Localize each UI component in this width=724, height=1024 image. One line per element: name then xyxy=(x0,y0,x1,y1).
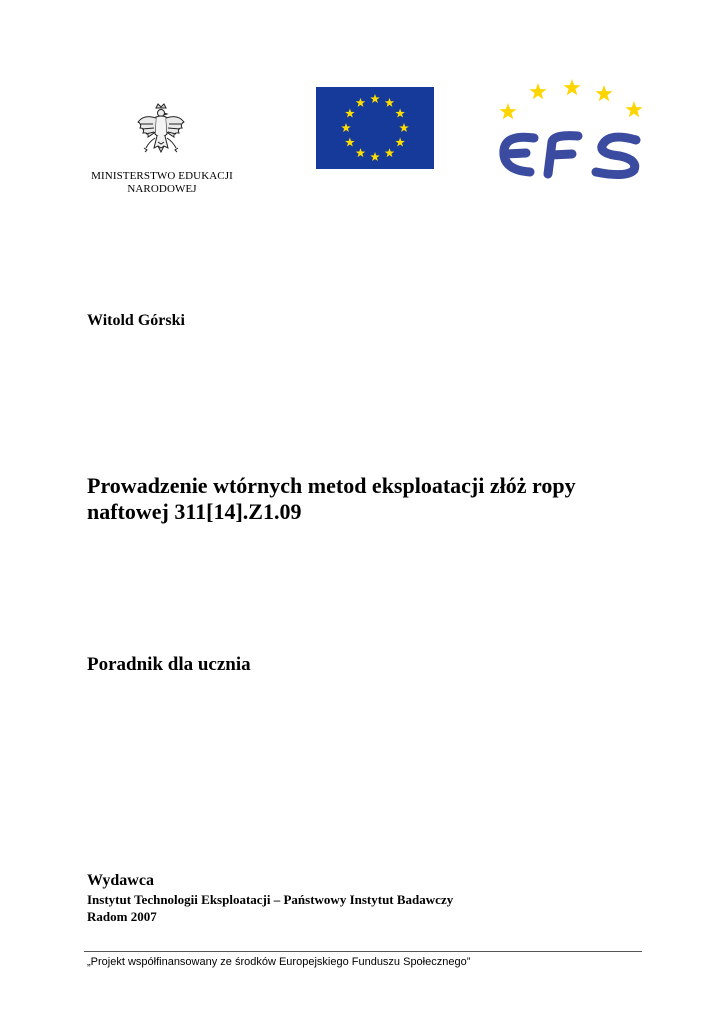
footer-funding-note: „Projekt współfinansowany ze środków Europejskiego Funduszu Społecznego” xyxy=(87,956,471,968)
ministry-line-1: MINISTERSTWO EDUKACJI xyxy=(91,170,233,182)
efs-star-icon xyxy=(625,101,642,117)
efs-star-icon xyxy=(529,83,546,99)
publisher-name: Instytut Technologii Eksploatacji – Państwowy Instytut Badawczy xyxy=(87,892,454,907)
publisher-heading: Wydawca xyxy=(87,872,154,889)
document-subtitle: Poradnik dla ucznia xyxy=(87,654,251,675)
efs-star-icon xyxy=(563,79,580,95)
eu-flag-icon xyxy=(316,87,434,169)
document-title xyxy=(87,473,647,525)
footer-divider xyxy=(84,951,642,952)
polish-eagle-emblem-icon xyxy=(134,102,188,160)
efs-logo-icon xyxy=(496,78,646,186)
ministry-name xyxy=(80,170,244,196)
author-name: Witold Górski xyxy=(87,312,185,329)
ministry-line-2: NARODOWEJ xyxy=(127,183,197,195)
document-title-line-1: Prowadzenie wtórnych metod eksploatacji złóż ropy xyxy=(87,473,576,498)
publisher-place-year: Radom 2007 xyxy=(87,909,157,924)
efs-star-icon xyxy=(499,103,516,119)
efs-star-icon xyxy=(595,85,612,101)
document-title-line-2: naftowej 311[14].Z1.09 xyxy=(87,499,302,524)
